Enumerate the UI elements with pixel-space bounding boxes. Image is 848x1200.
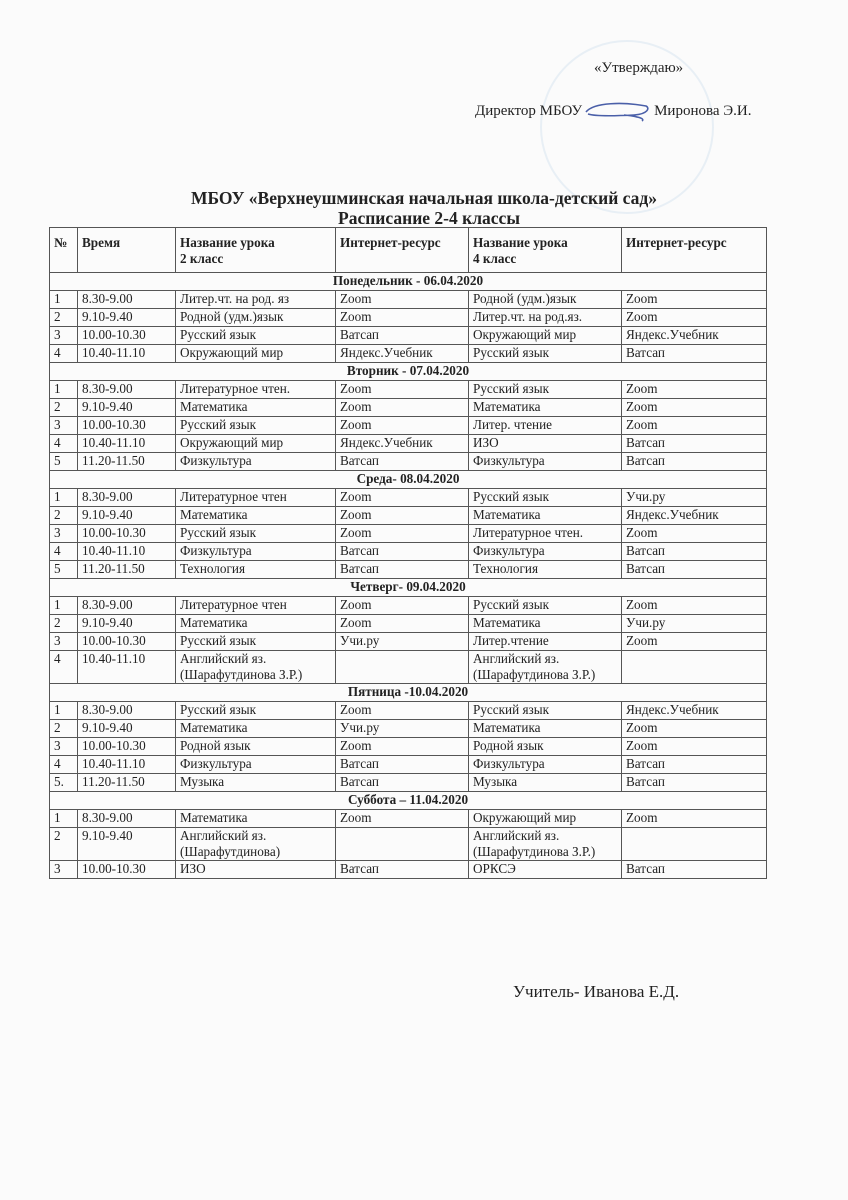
- row-time: 10.00-10.30: [78, 327, 176, 345]
- day-header-row: [50, 579, 767, 597]
- row-lesson-4: ОРКСЭ: [469, 861, 622, 879]
- row-lesson-4: Русский язык: [469, 345, 622, 363]
- row-resource-4: Zoom: [622, 381, 767, 399]
- table-row: [50, 720, 767, 738]
- row-resource-2: Яндекс.Учебник: [336, 435, 469, 453]
- row-resource-4: Ватсап: [622, 756, 767, 774]
- row-number: 4: [50, 543, 78, 561]
- row-number: 2: [50, 507, 78, 525]
- row-resource-2: Zoom: [336, 309, 469, 327]
- header-lesson-2: [176, 228, 336, 273]
- row-resource-2: Zoom: [336, 489, 469, 507]
- table-row: [50, 702, 767, 720]
- row-number: 2: [50, 828, 78, 861]
- row-number: 1: [50, 597, 78, 615]
- row-lesson-2: Родной язык: [176, 738, 336, 756]
- row-resource-4: Ватсап: [622, 543, 767, 561]
- row-lesson-2: Русский язык: [176, 417, 336, 435]
- row-resource-4: Яндекс.Учебник: [622, 702, 767, 720]
- row-resource-4: Учи.ру: [622, 489, 767, 507]
- row-time: 9.10-9.40: [78, 399, 176, 417]
- row-lesson-4: Родной язык: [469, 738, 622, 756]
- row-lesson-4: Математика: [469, 615, 622, 633]
- row-time: 8.30-9.00: [78, 702, 176, 720]
- row-resource-2: [336, 651, 469, 684]
- row-lesson-4: Литер.чтение: [469, 633, 622, 651]
- day-header-row: [50, 684, 767, 702]
- table-row: [50, 309, 767, 327]
- row-lesson-2: Математика: [176, 615, 336, 633]
- table-row: [50, 417, 767, 435]
- schedule-table: [49, 227, 767, 879]
- row-resource-2: Zoom: [336, 399, 469, 417]
- table-row: [50, 774, 767, 792]
- row-lesson-4: Физкультура: [469, 543, 622, 561]
- table-row: [50, 738, 767, 756]
- row-time: 9.10-9.40: [78, 507, 176, 525]
- row-resource-2: Ватсап: [336, 756, 469, 774]
- table-row: [50, 525, 767, 543]
- row-number: 3: [50, 738, 78, 756]
- row-lesson-4: Русский язык: [469, 597, 622, 615]
- row-resource-2: Ватсап: [336, 861, 469, 879]
- row-lesson-4: Математика: [469, 720, 622, 738]
- row-lesson-2: Математика: [176, 720, 336, 738]
- header-lesson-2-line2: 2 класс: [180, 251, 224, 266]
- row-time: 10.40-11.10: [78, 435, 176, 453]
- row-lesson-4: Русский язык: [469, 489, 622, 507]
- row-lesson-4: Математика: [469, 399, 622, 417]
- row-resource-2: Ватсап: [336, 453, 469, 471]
- day-label: Суббота – 11.04.2020: [50, 792, 767, 810]
- row-resource-2: Zoom: [336, 525, 469, 543]
- director-line: [475, 100, 752, 122]
- row-time: 10.00-10.30: [78, 633, 176, 651]
- row-lesson-4: Английский яз. (Шарафутдинова З.Р.): [469, 828, 622, 861]
- row-resource-2: Zoom: [336, 615, 469, 633]
- row-number: 5: [50, 453, 78, 471]
- row-lesson-2: Музыка: [176, 774, 336, 792]
- approval-heading: «Утверждаю»: [594, 60, 684, 76]
- row-time: 9.10-9.40: [78, 309, 176, 327]
- row-resource-2: Ватсап: [336, 774, 469, 792]
- day-header-row: [50, 792, 767, 810]
- row-time: 8.30-9.00: [78, 597, 176, 615]
- row-resource-4: Ватсап: [622, 453, 767, 471]
- row-resource-4: Zoom: [622, 738, 767, 756]
- row-lesson-2: Русский язык: [176, 633, 336, 651]
- header-lesson-2-line1: Название урока: [180, 235, 275, 250]
- row-number: 4: [50, 651, 78, 684]
- director-label: Директор МБОУ: [475, 102, 583, 119]
- table-row: [50, 810, 767, 828]
- row-number: 4: [50, 345, 78, 363]
- table-row: [50, 543, 767, 561]
- row-lesson-2: Русский язык: [176, 525, 336, 543]
- row-number: 2: [50, 309, 78, 327]
- row-lesson-4: Литер. чтение: [469, 417, 622, 435]
- row-resource-4: Учи.ру: [622, 615, 767, 633]
- row-lesson-2: Математика: [176, 507, 336, 525]
- row-resource-4: Ватсап: [622, 561, 767, 579]
- row-resource-4: Ватсап: [622, 345, 767, 363]
- row-time: 10.00-10.30: [78, 738, 176, 756]
- row-number: 1: [50, 702, 78, 720]
- schedule-body: [50, 273, 767, 879]
- row-time: 11.20-11.50: [78, 453, 176, 471]
- table-row: [50, 435, 767, 453]
- row-time: 8.30-9.00: [78, 810, 176, 828]
- row-lesson-2: Окружающий мир: [176, 345, 336, 363]
- row-resource-4: Яндекс.Учебник: [622, 327, 767, 345]
- table-row: [50, 615, 767, 633]
- header-num: №: [50, 228, 78, 273]
- row-lesson-2: Английский яз. (Шарафутдинова З.Р.): [176, 651, 336, 684]
- table-row: [50, 381, 767, 399]
- row-resource-4: Ватсап: [622, 774, 767, 792]
- day-label: Понедельник - 06.04.2020: [50, 273, 767, 291]
- row-number: 2: [50, 399, 78, 417]
- row-resource-2: Ватсап: [336, 561, 469, 579]
- row-time: 10.00-10.30: [78, 525, 176, 543]
- row-number: 1: [50, 291, 78, 309]
- row-lesson-2: Литературное чтен.: [176, 381, 336, 399]
- row-time: 8.30-9.00: [78, 489, 176, 507]
- row-lesson-2: Физкультура: [176, 453, 336, 471]
- row-number: 3: [50, 327, 78, 345]
- row-resource-4: Zoom: [622, 633, 767, 651]
- row-time: 9.10-9.40: [78, 615, 176, 633]
- row-resource-4: Яндекс.Учебник: [622, 507, 767, 525]
- table-header-row: [50, 228, 767, 273]
- table-row: [50, 453, 767, 471]
- row-resource-2: Zoom: [336, 291, 469, 309]
- row-resource-4: [622, 828, 767, 861]
- teacher-signature: Учитель- Иванова Е.Д.: [513, 982, 680, 1001]
- day-header-row: [50, 363, 767, 381]
- row-resource-2: Zoom: [336, 417, 469, 435]
- day-label: Пятница -10.04.2020: [50, 684, 767, 702]
- row-number: 2: [50, 615, 78, 633]
- row-time: 11.20-11.50: [78, 561, 176, 579]
- row-time: 10.40-11.10: [78, 345, 176, 363]
- row-resource-2: [336, 828, 469, 861]
- row-lesson-2: Литер.чт. на род. яз: [176, 291, 336, 309]
- row-lesson-4: Окружающий мир: [469, 327, 622, 345]
- row-resource-2: Учи.ру: [336, 633, 469, 651]
- row-lesson-2: Литературное чтен: [176, 489, 336, 507]
- row-resource-4: Zoom: [622, 810, 767, 828]
- row-lesson-2: Технология: [176, 561, 336, 579]
- table-row: [50, 651, 767, 684]
- row-lesson-4: Музыка: [469, 774, 622, 792]
- row-number: 1: [50, 381, 78, 399]
- table-row: [50, 327, 767, 345]
- row-resource-2: Ватсап: [336, 327, 469, 345]
- day-header-row: [50, 471, 767, 489]
- day-label: Среда- 08.04.2020: [50, 471, 767, 489]
- row-lesson-2: Английский яз. (Шарафутдинова): [176, 828, 336, 861]
- row-lesson-2: Родной (удм.)язык: [176, 309, 336, 327]
- table-row: [50, 489, 767, 507]
- row-resource-2: Ватсап: [336, 543, 469, 561]
- table-row: [50, 561, 767, 579]
- table-row: [50, 291, 767, 309]
- row-number: 5.: [50, 774, 78, 792]
- row-number: 2: [50, 720, 78, 738]
- row-number: 1: [50, 810, 78, 828]
- row-number: 3: [50, 417, 78, 435]
- row-lesson-4: Родной (удм.)язык: [469, 291, 622, 309]
- row-lesson-2: Математика: [176, 399, 336, 417]
- row-lesson-4: Литературное чтен.: [469, 525, 622, 543]
- row-resource-2: Zoom: [336, 507, 469, 525]
- row-resource-4: Zoom: [622, 309, 767, 327]
- row-lesson-2: Окружающий мир: [176, 435, 336, 453]
- row-resource-4: Ватсап: [622, 861, 767, 879]
- row-lesson-4: Русский язык: [469, 381, 622, 399]
- row-lesson-2: Литературное чтен: [176, 597, 336, 615]
- header-lesson-4: [469, 228, 622, 273]
- row-resource-2: Zoom: [336, 810, 469, 828]
- header-resource-4: Интернет-ресурс: [622, 228, 767, 273]
- table-row: [50, 399, 767, 417]
- schedule-title: Расписание 2-4 классы: [338, 208, 520, 228]
- row-resource-4: Zoom: [622, 597, 767, 615]
- row-time: 10.40-11.10: [78, 756, 176, 774]
- row-time: 8.30-9.00: [78, 291, 176, 309]
- row-resource-4: Zoom: [622, 417, 767, 435]
- row-resource-2: Zoom: [336, 702, 469, 720]
- row-resource-4: [622, 651, 767, 684]
- row-time: 8.30-9.00: [78, 381, 176, 399]
- table-row: [50, 756, 767, 774]
- signature-icon: [584, 100, 652, 122]
- row-resource-4: Ватсап: [622, 435, 767, 453]
- row-lesson-2: Физкультура: [176, 543, 336, 561]
- row-lesson-2: Русский язык: [176, 327, 336, 345]
- row-lesson-4: Русский язык: [469, 702, 622, 720]
- row-number: 5: [50, 561, 78, 579]
- row-resource-4: Zoom: [622, 291, 767, 309]
- row-number: 4: [50, 756, 78, 774]
- row-resource-2: Яндекс.Учебник: [336, 345, 469, 363]
- director-name: Миронова Э.И.: [654, 102, 752, 119]
- row-time: 10.40-11.10: [78, 651, 176, 684]
- row-resource-2: Zoom: [336, 738, 469, 756]
- row-time: 10.00-10.30: [78, 861, 176, 879]
- header-time: Время: [78, 228, 176, 273]
- row-resource-2: Zoom: [336, 381, 469, 399]
- row-resource-2: Учи.ру: [336, 720, 469, 738]
- header-resource-2: Интернет-ресурс: [336, 228, 469, 273]
- table-row: [50, 345, 767, 363]
- row-time: 10.00-10.30: [78, 417, 176, 435]
- row-resource-4: Zoom: [622, 525, 767, 543]
- day-label: Четверг- 09.04.2020: [50, 579, 767, 597]
- table-row: [50, 597, 767, 615]
- row-time: 9.10-9.40: [78, 828, 176, 861]
- row-number: 4: [50, 435, 78, 453]
- row-lesson-4: Литер.чт. на род.яз.: [469, 309, 622, 327]
- row-resource-4: Zoom: [622, 720, 767, 738]
- table-row: [50, 507, 767, 525]
- table-row: [50, 828, 767, 861]
- header-lesson-4-line1: Название урока: [473, 235, 568, 250]
- header-lesson-4-line2: 4 класс: [473, 251, 517, 266]
- row-number: 1: [50, 489, 78, 507]
- school-name: МБОУ «Верхнеушминская начальная школа-детский сад»: [190, 188, 658, 208]
- row-number: 3: [50, 525, 78, 543]
- row-lesson-4: Окружающий мир: [469, 810, 622, 828]
- row-resource-2: Zoom: [336, 597, 469, 615]
- day-header-row: [50, 273, 767, 291]
- row-lesson-4: ИЗО: [469, 435, 622, 453]
- row-number: 3: [50, 633, 78, 651]
- row-lesson-4: Технология: [469, 561, 622, 579]
- row-lesson-2: ИЗО: [176, 861, 336, 879]
- table-row: [50, 633, 767, 651]
- document-title: [0, 188, 848, 228]
- row-lesson-4: Физкультура: [469, 756, 622, 774]
- row-lesson-4: Английский яз. (Шарафутдинова З.Р.): [469, 651, 622, 684]
- row-time: 9.10-9.40: [78, 720, 176, 738]
- row-lesson-2: Математика: [176, 810, 336, 828]
- row-lesson-4: Математика: [469, 507, 622, 525]
- row-time: 11.20-11.50: [78, 774, 176, 792]
- table-row: [50, 861, 767, 879]
- row-number: 3: [50, 861, 78, 879]
- row-lesson-2: Русский язык: [176, 702, 336, 720]
- row-lesson-4: Физкультура: [469, 453, 622, 471]
- row-time: 10.40-11.10: [78, 543, 176, 561]
- row-resource-4: Zoom: [622, 399, 767, 417]
- day-label: Вторник - 07.04.2020: [50, 363, 767, 381]
- row-lesson-2: Физкультура: [176, 756, 336, 774]
